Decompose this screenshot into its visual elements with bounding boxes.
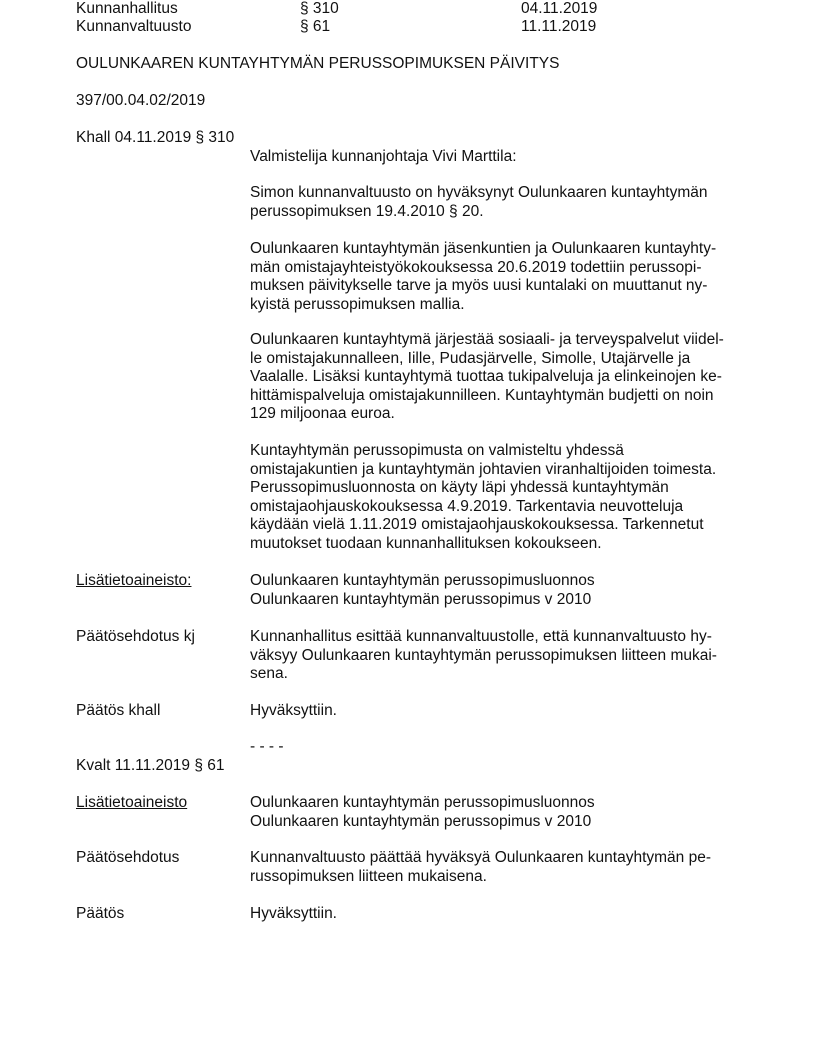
khall-paragraph-3 — [250, 331, 750, 424]
kvalt-decision: Hyväksyttiin. — [250, 905, 337, 922]
header-date-kvalt: 11.11.2019 — [521, 18, 597, 35]
text-line: Kunnanvaltuusto päättää hyväksyä Oulunkaaren kuntayhtymän pe- — [250, 849, 711, 866]
header-body-khall: Kunnanhallitus — [76, 0, 178, 17]
text-line: Kuntayhtymän perussopimusta on valmisteltu yhdessä — [250, 442, 624, 459]
header-body-kvalt: Kunnanvaltuusto — [76, 18, 192, 35]
section-separator: - - - - — [250, 738, 284, 755]
text-line: sena. — [250, 665, 288, 682]
text-line: hittämispalveluja omistajakunnilleen. Kuntayhtymän budjetti on noin — [250, 386, 714, 404]
text-line: Perussopimusluonnosta on käyty läpi yhdessä kuntayhtymän — [250, 479, 669, 496]
text-line: perussopimuksen 19.4.2010 § 20. — [250, 202, 484, 220]
text-line: Simon kunnanvaltuusto on hyväksynyt Oulunkaaren kuntayhtymän — [250, 184, 708, 201]
document-title: OULUNKAAREN KUNTAYHTYMÄN PERUSSOPIMUKSEN PÄIVITYS — [76, 55, 560, 72]
khall-paragraph-4 — [250, 442, 750, 553]
record-number: 397/00.04.02/2019 — [76, 92, 206, 109]
kvalt-heading: Kvalt 11.11.2019 § 61 — [76, 757, 225, 774]
text-line: kyistä perussopimuksen mallia. — [250, 295, 465, 313]
attachment-item: Oulunkaaren kuntayhtymän perussopimusluonnos — [250, 794, 595, 811]
kvalt-attachments-label: Lisätietoaineisto — [76, 794, 188, 811]
text-line: män omistajayhteistyökokouksessa 20.6.2019 todettiin perussopi- — [250, 258, 702, 276]
khall-heading: Khall 04.11.2019 § 310 — [76, 129, 235, 146]
text-line: 129 miljoonaa euroa. — [250, 405, 395, 422]
khall-preparer: Valmistelija kunnanjohtaja Vivi Marttila: — [250, 148, 517, 165]
text-line: omistajakuntien ja kuntayhtymän johtavien viranhaltijoiden toimesta. — [250, 460, 717, 478]
khall-attachments — [250, 572, 750, 609]
text-line: muksen päivitykselle tarve ja myös uusi kuntalaki on muuttanut ny- — [250, 277, 708, 294]
khall-paragraph-1 — [250, 184, 750, 221]
header-section-khall: § 310 — [300, 0, 339, 17]
text-line: omistajaohjauskokouksessa 4.9.2019. Tarkentavia neuvotteluja — [250, 497, 684, 515]
text-line: russopimuksen liitteen mukaisena. — [250, 867, 487, 885]
khall-paragraph-2 — [250, 240, 750, 314]
kvalt-proposal-label: Päätösehdotus — [76, 849, 180, 866]
text-line: le omistajakunnalleen, Iille, Pudasjärvelle, Simolle, Utajärvelle ja — [250, 349, 691, 367]
kvalt-proposal — [250, 849, 750, 886]
attachment-item: Oulunkaaren kuntayhtymän perussopimusluonnos — [250, 572, 595, 589]
text-line: Oulunkaaren kuntayhtymä järjestää sosiaali- ja terveyspalvelut viidel- — [250, 331, 724, 348]
text-line: Kunnanhallitus esittää kunnanvaltuustolle, että kunnanvaltuusto hy- — [250, 628, 712, 645]
text-line: Vaalalle. Lisäksi kuntayhtymä tuottaa tukipalveluja ja elinkeinojen ke- — [250, 368, 722, 385]
khall-attachments-label: Lisätietoaineisto: — [76, 572, 192, 589]
text-line: muutokset tuodaan kunnanhallituksen kokoukseen. — [250, 534, 602, 552]
khall-proposal-label: Päätösehdotus kj — [76, 628, 195, 645]
khall-decision-label: Päätös khall — [76, 702, 161, 719]
kvalt-decision-label: Päätös — [76, 905, 125, 922]
header-section-kvalt: § 61 — [300, 18, 331, 35]
khall-proposal — [250, 628, 750, 684]
attachment-item: Oulunkaaren kuntayhtymän perussopimus v 2010 — [250, 590, 592, 608]
text-line: käydään vielä 1.11.2019 omistajaohjauskokouksessa. Tarkennetut — [250, 516, 704, 533]
attachment-item: Oulunkaaren kuntayhtymän perussopimus v 2010 — [250, 812, 592, 830]
kvalt-attachments — [250, 794, 750, 831]
khall-decision: Hyväksyttiin. — [250, 702, 337, 719]
text-line: Oulunkaaren kuntayhtymän jäsenkuntien ja Oulunkaaren kuntayhty- — [250, 240, 717, 257]
header-date-khall: 04.11.2019 — [521, 0, 598, 17]
text-line: väksyy Oulunkaaren kuntayhtymän perussopimuksen liitteen mukai- — [250, 646, 717, 664]
